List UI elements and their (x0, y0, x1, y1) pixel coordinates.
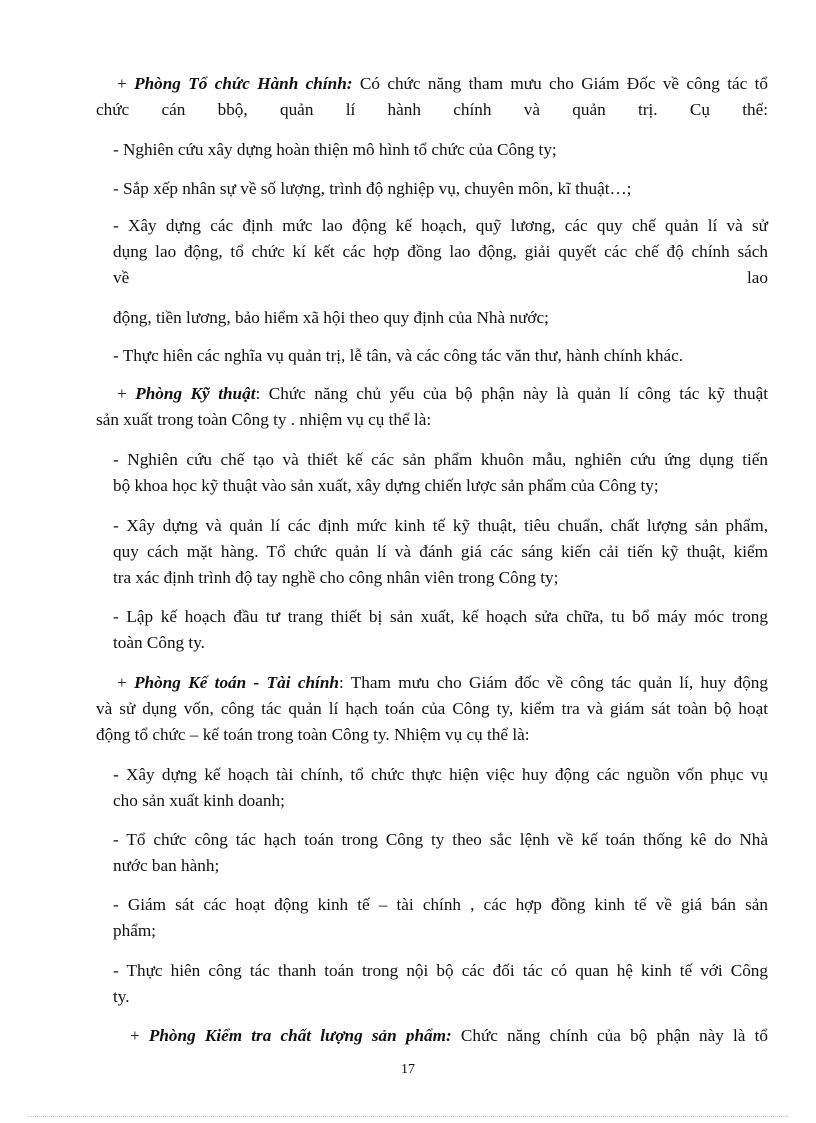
hc-item: - Xây dựng các định mức lao động kế hoạch, quỹ lương, các quy chế quản lí và sử (113, 216, 768, 235)
kcs-intro-1: Chức năng chính của bộ phận này là tổ (451, 1026, 768, 1045)
kt-item: bộ khoa học kỹ thuật vào sản xuất, xây dựng chiến lược sản phẩm của Công ty; (113, 476, 659, 495)
kcs-section-title: Phòng Kiểm tra chất lượng sản phẩm: (148, 1026, 452, 1045)
tc-item: ty. (113, 987, 130, 1006)
page-number: 17 (401, 1062, 415, 1077)
tc-intro-3: động tổ chức – kế toán trong toàn Công ty. Nhiệm vụ cụ thể là: (96, 725, 530, 744)
kt-item: - Nghiên cứu chế tạo và thiết kế các sản phẩm khuôn mẫu, nghiên cứu ứng dụng tiến (113, 450, 768, 469)
hc-item: dụng lao động, tổ chức kí kết các hợp đồng lao động, giải quyết các chế độ chính sách (113, 242, 768, 261)
hc-item: về lao (113, 268, 768, 287)
hc-section-title: Phòng Tổ chức Hành chính: (134, 74, 353, 93)
kt-item: toàn Công ty. (113, 633, 205, 652)
tc-item: - Giám sát các hoạt động kinh tế – tài chính , các hợp đồng kinh tế về giá bán sản (113, 895, 768, 914)
hc-heading-line (117, 73, 768, 95)
footer-divider (28, 1116, 788, 1117)
hc-intro-1: Có chức năng tham mưu cho Giám Đốc về công tác tổ (352, 74, 768, 93)
tc-item: phẩm; (113, 921, 156, 940)
tc-intro-2: và sử dụng vốn, công tác quản lí hạch toán của Công ty, kiểm tra và giám sát toàn bộ hoạt (96, 699, 768, 718)
kt-item: quy cách mặt hàng. Tổ chức quản lí và đánh giá các sáng kiến cải tiến kỹ thuật, kiểm (113, 542, 768, 561)
hc-item: - Thực hiên các nghĩa vụ quản trị, lễ tân, và các công tác văn thư, hành chính khác. (113, 346, 684, 365)
tc-heading-line (117, 672, 768, 694)
kt-intro-1: : Chức năng chủ yếu của bộ phận này là quản lí công tác kỹ thuật (255, 384, 768, 403)
hc-intro-2: chức cán bbộ, quản lí hành chính và quản trị. Cụ thể: (96, 100, 768, 119)
tc-item: - Tổ chức công tác hạch toán trong Công ty theo sắc lệnh về kế toán thống kê do Nhà (113, 830, 768, 849)
bullet-plus: + (117, 384, 136, 403)
tc-intro-1: : Tham mưu cho Giám đốc về công tác quản lí, huy động (338, 673, 768, 692)
kt-item: tra xác định trình độ tay nghề cho công nhân viên trong Công ty; (113, 568, 559, 587)
tc-item: - Thực hiên công tác thanh toán trong nội bộ các đối tác có quan hệ kinh tế với Công (113, 961, 768, 980)
tc-section-title: Phòng Kế toán - Tài chính (134, 673, 339, 692)
kt-item: - Xây dựng và quản lí các định mức kinh tế kỹ thuật, tiêu chuẩn, chất lượng sản phẩm, (113, 516, 768, 535)
tc-item: nước ban hành; (113, 856, 220, 875)
hc-item: động, tiền lương, bảo hiểm xã hội theo quy định của Nhà nước; (113, 308, 549, 327)
kt-heading-line (117, 383, 768, 405)
kt-section-title: Phòng Kỹ thuật (135, 384, 256, 403)
hc-item: - Sắp xếp nhân sự về số lượng, trình độ nghiệp vụ, chuyên môn, kĩ thuật…; (113, 179, 632, 198)
kt-item: - Lập kế hoạch đầu tư trang thiết bị sản xuất, kế hoạch sửa chữa, tu bổ máy móc trong (113, 607, 768, 626)
tc-item: - Xây dựng kế hoạch tài chính, tổ chức thực hiện việc huy động các nguồn vốn phục vụ (113, 765, 768, 784)
tc-item: cho sản xuất kinh doanh; (113, 791, 285, 810)
kt-intro-2: sản xuất trong toàn Công ty . nhiệm vụ cụ thể là: (96, 410, 432, 429)
kcs-heading-line (130, 1025, 768, 1047)
bullet-plus: + (130, 1026, 149, 1045)
bullet-plus: + (117, 74, 135, 93)
hc-item: - Nghiên cứu xây dựng hoàn thiện mô hình tổ chức của Công ty; (113, 140, 557, 159)
bullet-plus: + (117, 673, 135, 692)
